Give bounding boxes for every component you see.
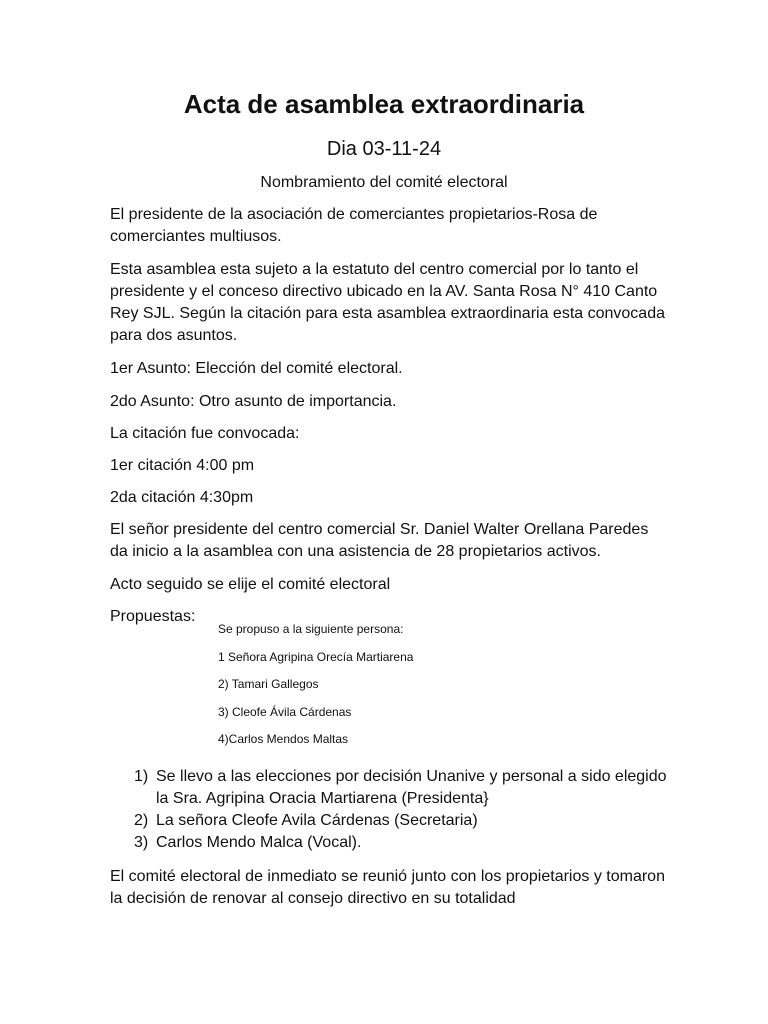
list-item-text: Carlos Mendo Malca (Vocal). — [156, 834, 362, 851]
list-item — [110, 810, 670, 832]
list-item: 1 Señora Agripina Orecía Martiarena — [218, 649, 414, 664]
list-item: 4)Carlos Mendos Maltas — [218, 732, 349, 746]
document-title: Acta de asamblea extraordinaria — [183, 89, 585, 119]
proposals-list — [218, 620, 618, 758]
list-item-text: La señora Cleofe Avila Cárdenas (Secretaria) — [156, 812, 478, 829]
list-item — [110, 766, 670, 810]
paragraph-committee: Acto seguido se elije el comité electoral — [110, 576, 391, 593]
list-item: 2) Tamari Gallegos — [218, 677, 319, 691]
list-item-number: 1) — [134, 768, 149, 785]
paragraph-citation-1: 1er citación 4:00 pm — [110, 457, 255, 474]
list-item-number: 2) — [134, 812, 149, 829]
paragraph-matter-1: 1er Asunto: Elección del comité electoral. — [110, 360, 403, 377]
paragraph-closing: El comité electoral de inmediato se reunió junto con los propietarios y tomaron la decisión de renovar al consejo directivo en su totalidad — [110, 868, 665, 907]
paragraph-president: El señor presidente del centro comercial Sr. Daniel Walter Orellana Paredes da inicio a la asamblea con una asistencia de 28 propietarios activos. — [110, 521, 649, 560]
list-item-text: Se llevo a las elecciones por decisión Unanive y personal a sido elegido la Sra. Agripina Oracia Martiarena (Presidenta} — [156, 768, 667, 807]
results-list — [110, 766, 670, 854]
list-item-number: 3) — [134, 834, 149, 851]
document-subtitle: Nombramiento del comité electoral — [260, 174, 508, 191]
list-item — [110, 832, 670, 854]
paragraph-association: El presidente de la asociación de comerciantes propietarios-Rosa de comerciantes multiusos. — [110, 206, 598, 245]
paragraph-statute: Esta asamblea esta sujeto a la estatuto del centro comercial por lo tanto el presidente y el conceso directivo ubicado en la AV. Santa Rosa N° 410 Canto Rey SJL. Según la citación para esta asamblea extraordinaria esta convocada para dos asuntos. — [110, 261, 665, 344]
list-item: 3) Cleofe Ávila Cárdenas — [218, 704, 352, 719]
list-item: Se propuso a la siguiente persona: — [218, 622, 404, 636]
proposals-label: Propuestas: — [110, 608, 196, 625]
document-date: Dia 03-11-24 — [326, 138, 442, 160]
paragraph-matter-2: 2do Asunto: Otro asunto de importancia. — [110, 393, 397, 410]
paragraph-citation-2: 2da citación 4:30pm — [110, 489, 254, 506]
paragraph-citation-intro: La citación fue convocada: — [110, 425, 300, 442]
